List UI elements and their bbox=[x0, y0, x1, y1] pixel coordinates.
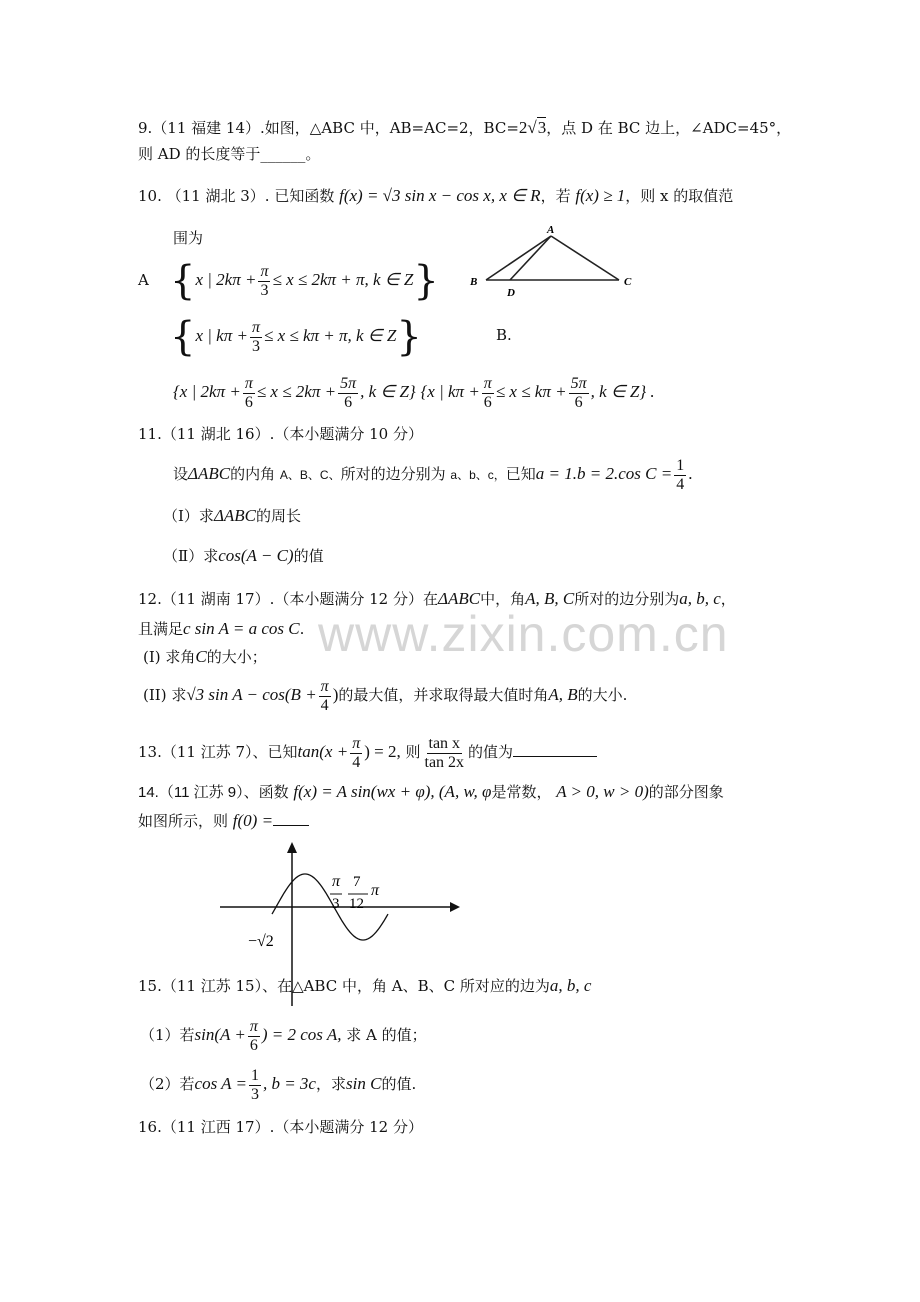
q13-mid: 则 bbox=[405, 743, 421, 761]
q14-line2 bbox=[138, 810, 309, 832]
q15-p1-expr2: ) = 2 cos A, bbox=[261, 1025, 342, 1044]
q15-p1b: 求 A 的值； bbox=[346, 1026, 427, 1044]
q10-suffix: ，则 x 的取值范 bbox=[625, 187, 734, 205]
q10-optc-num1: π bbox=[244, 374, 253, 392]
triangle-segment-ad bbox=[510, 236, 551, 280]
q11-p1a: （Ⅰ）求 bbox=[163, 507, 214, 525]
q10-mid: ，若 bbox=[540, 187, 571, 205]
q13-frac-den: 4 bbox=[352, 753, 361, 771]
q15-p2a: （2）若 bbox=[140, 1075, 195, 1093]
q14-func: f(x) = A sin(wx + φ), (A, w, φ bbox=[293, 782, 492, 801]
q11-p1-tri: ΔABC bbox=[213, 506, 257, 525]
q11-l1-angles: A、B、C、 bbox=[279, 468, 341, 482]
q10-option-cd bbox=[173, 370, 655, 414]
graph-label-neg-sqrt2: −√2 bbox=[248, 933, 274, 950]
watermark: www.zixin.com.cn bbox=[318, 606, 729, 662]
q13-answer-blank[interactable] bbox=[513, 742, 597, 757]
q11-p2-end: 的值 bbox=[293, 547, 324, 565]
q10-opta-num: π bbox=[260, 262, 269, 280]
q14-suffix: 的部分图象 bbox=[648, 783, 724, 801]
q13-frac-num: π bbox=[352, 734, 361, 752]
q10-optb-den: 3 bbox=[251, 337, 260, 355]
triangle-side-ab bbox=[486, 236, 551, 280]
q10-opta-right: ≤ x ≤ 2kπ + π, k ∈ Z bbox=[272, 270, 414, 289]
q11-p2a: （Ⅱ）求 bbox=[163, 547, 219, 565]
triangle-label-d: D bbox=[507, 287, 515, 299]
q12-l1d: ， bbox=[720, 590, 736, 608]
q15-p2-expr1: cos A = bbox=[194, 1074, 247, 1093]
q11-frac-num: 1 bbox=[676, 456, 685, 474]
q15-prefix: 15.（11 江苏 15）、在△ABC 中，角 A、B、C 所对应的边为 bbox=[138, 977, 550, 995]
q13-line bbox=[138, 730, 597, 774]
q12-l2a: 且满足 bbox=[138, 620, 184, 638]
q13-suffix: 的值为 bbox=[468, 743, 514, 761]
q10-optd-num1: π bbox=[483, 374, 492, 392]
q10-optd-left: {x | kπ + bbox=[420, 382, 480, 401]
q10-optb-left: x | kπ + bbox=[195, 326, 248, 345]
q12-line1 bbox=[138, 588, 736, 610]
q11-p1-end: 的周长 bbox=[256, 507, 302, 525]
x-axis-arrow-icon bbox=[450, 902, 460, 912]
q12-p2-vars: A, B bbox=[548, 685, 578, 704]
q13-prefix: 13.（11 江苏 7）、已知 bbox=[138, 743, 298, 761]
q10-opta-den: 3 bbox=[260, 281, 269, 299]
q16-title: 16.（11 江西 17）.（本小题满分 12 分） bbox=[138, 1118, 423, 1136]
q10-prefix: 10. （11 湖北 3）. 已知函数 bbox=[138, 187, 335, 205]
q15-p2-frac-num: 1 bbox=[250, 1066, 259, 1084]
triangle-figure bbox=[464, 222, 639, 302]
q15-part1 bbox=[140, 1013, 427, 1057]
q12-line2 bbox=[138, 618, 304, 640]
q12-p1b: 的大小； bbox=[206, 648, 267, 666]
q11-title: 11.（11 湖北 16）.（本小题满分 10 分） bbox=[138, 425, 423, 443]
q10-optc-den2: 6 bbox=[344, 393, 353, 411]
q12-l1-angles: A, B, C bbox=[525, 589, 575, 608]
q14-cond: A > 0, w > 0) bbox=[556, 782, 649, 801]
q15-part2 bbox=[140, 1062, 416, 1106]
q11-part2 bbox=[163, 545, 324, 567]
q10-option-a-label: A bbox=[138, 271, 149, 289]
q11-part1 bbox=[163, 505, 301, 527]
graph-label-pi2: π bbox=[371, 882, 380, 899]
q12-p2-expr2: ) bbox=[332, 685, 339, 704]
q9-suffix: ，点 D 在 BC 边上，∠ADC=45°， bbox=[546, 119, 792, 137]
q14-ask: f(0) = bbox=[232, 811, 274, 830]
q10-optd-num2: 5π bbox=[570, 374, 587, 392]
graph-label-pi: π bbox=[332, 873, 341, 890]
q11-l1b: 的内角 bbox=[230, 465, 276, 483]
q12-p2-expr1: √3 sin A − cos(B + bbox=[186, 685, 317, 704]
y-axis-arrow-icon bbox=[287, 842, 297, 853]
q14-mid: 是常数， bbox=[491, 783, 552, 801]
q11-line1: 设ΔABC的内角 A、B、C、所对的边分别为 a、b、c，已知a = 1.b = 2.cos C = $\frac{1}{4}$ . bbox=[173, 456, 693, 493]
q12-l1-sides: a, b, c bbox=[679, 589, 721, 608]
q15-p2-frac-den: 3 bbox=[250, 1085, 259, 1103]
q15-p2c: 的值. bbox=[381, 1075, 417, 1093]
q11-l1a: 设 bbox=[173, 465, 189, 483]
q12-l2-expr: c sin A = a cos C bbox=[183, 619, 300, 638]
q15-p2b: ，求 bbox=[315, 1075, 346, 1093]
q12-part1 bbox=[143, 646, 267, 668]
q15-sides: a, b, c bbox=[549, 976, 592, 995]
q10-optd-mid: ≤ x ≤ kπ + bbox=[495, 382, 567, 401]
q15-p2-expr3: sin C bbox=[346, 1074, 382, 1093]
q10-line2: 围为 bbox=[173, 229, 204, 247]
q10-optc-left: {x | 2kπ + bbox=[173, 382, 241, 401]
q10-func: f(x) = √3 sin x − cos x, x ∈ R bbox=[339, 186, 541, 205]
q12-l2b: . bbox=[299, 620, 305, 638]
q10-option-a: {x | 2kπ + $\frac{\pi}{3}$ ≤ x ≤ 2kπ + π, k ∈ Z} bbox=[170, 258, 439, 304]
q15-line1 bbox=[138, 975, 591, 997]
q10-optc-num2: 5π bbox=[340, 374, 357, 392]
q9-line2: 则 AD 的长度等于______。 bbox=[138, 145, 321, 163]
q10-optd-right: , k ∈ Z} . bbox=[590, 382, 655, 401]
q11-l1-tri: ΔABC bbox=[188, 464, 231, 483]
q10-opta-left: x | 2kπ + bbox=[195, 270, 257, 289]
q12-l1a: 12.（11 湖南 17）.（本小题满分 12 分）在 bbox=[138, 590, 438, 608]
q10-optd-den1: 6 bbox=[483, 393, 492, 411]
q12-frac-den: 4 bbox=[320, 696, 329, 714]
q12-p1a: (I) 求角 bbox=[143, 648, 196, 666]
triangle-label-c: C bbox=[624, 276, 632, 288]
q9-bc-rad: 3 bbox=[537, 118, 547, 137]
q12-frac-num: π bbox=[320, 677, 329, 695]
q11-l1c: 所对的边分别为 bbox=[340, 465, 446, 483]
q9-bc-coef: 2 bbox=[518, 118, 528, 137]
q15-p1-frac-num: π bbox=[249, 1017, 258, 1035]
q10-cond: f(x) ≥ 1 bbox=[575, 186, 626, 205]
q15-p1a: （1）若 bbox=[140, 1026, 195, 1044]
triangle-label-a: A bbox=[547, 224, 555, 236]
q10-optd-den2: 6 bbox=[574, 393, 583, 411]
q12-p2a: (II) 求 bbox=[143, 686, 187, 704]
q12-l1b: 中，角 bbox=[480, 590, 526, 608]
q10-optc-right: , k ∈ Z} bbox=[360, 382, 416, 401]
q12-p2b: 的最大值，并求取得最大值时角 bbox=[338, 686, 549, 704]
q11-l1-given: a = 1.b = 2.cos C = bbox=[535, 464, 673, 483]
q15-p2-expr2: , b = 3c bbox=[262, 1074, 316, 1093]
q10-line1 bbox=[138, 185, 733, 207]
q15-p1-frac-den: 6 bbox=[249, 1036, 258, 1054]
q13-ratio-den: tan 2x bbox=[424, 753, 465, 771]
graph-label-7: 7 bbox=[353, 874, 361, 890]
q10-optc-den1: 6 bbox=[244, 393, 253, 411]
q14-line1 bbox=[138, 781, 724, 804]
q13-ratio-num: tan x bbox=[428, 734, 461, 752]
q14-line2-text: 如图所示，则 bbox=[138, 812, 229, 830]
q14-prefix: 14.（11 江苏 9）、函数 bbox=[138, 784, 289, 801]
q9-line1: 9.（11 福建 14）.如图，△ABC 中，AB=AC=2，BC=2√3，点 D 在 BC 边上，∠ADC=45°， bbox=[138, 118, 792, 137]
q12-l1c: 所对的边分别为 bbox=[574, 590, 680, 608]
graph-label-12: 12 bbox=[349, 896, 364, 912]
q12-p2c: 的大小. bbox=[577, 686, 628, 704]
q10-optb-right: ≤ x ≤ kπ + π, k ∈ Z bbox=[263, 326, 397, 345]
q11-p2-expr: cos(A − C) bbox=[218, 546, 294, 565]
q12-l1-tri: ΔABC bbox=[437, 589, 481, 608]
q11-l1-sides: a、b、c， bbox=[450, 468, 506, 482]
triangle-side-ac bbox=[551, 236, 619, 280]
q13-expr2: ) = 2, bbox=[364, 742, 401, 761]
q13-expr1: tan(x + bbox=[297, 742, 349, 761]
q12-part2 bbox=[143, 673, 627, 717]
q10-option-b-label: B. bbox=[496, 326, 512, 344]
q10-optb-num: π bbox=[251, 318, 260, 336]
q15-p1-expr1: sin(A + bbox=[194, 1025, 246, 1044]
q10-optc-mid: ≤ x ≤ 2kπ + bbox=[256, 382, 337, 401]
q11-l1d: 已知 bbox=[505, 465, 536, 483]
graph-label-3: 3 bbox=[332, 896, 340, 912]
triangle-label-b: B bbox=[470, 276, 478, 288]
q11-frac-den: 4 bbox=[676, 475, 685, 493]
q9-text: 9.（11 福建 14）.如图，△ABC 中，AB=AC=2，BC= bbox=[138, 119, 519, 137]
q10-option-b: {x | kπ + $\frac{\pi}{3}$ ≤ x ≤ kπ + π, k ∈ Z} bbox=[170, 314, 422, 360]
q14-answer-blank[interactable] bbox=[273, 811, 309, 826]
q12-p1-var: C bbox=[195, 647, 207, 666]
